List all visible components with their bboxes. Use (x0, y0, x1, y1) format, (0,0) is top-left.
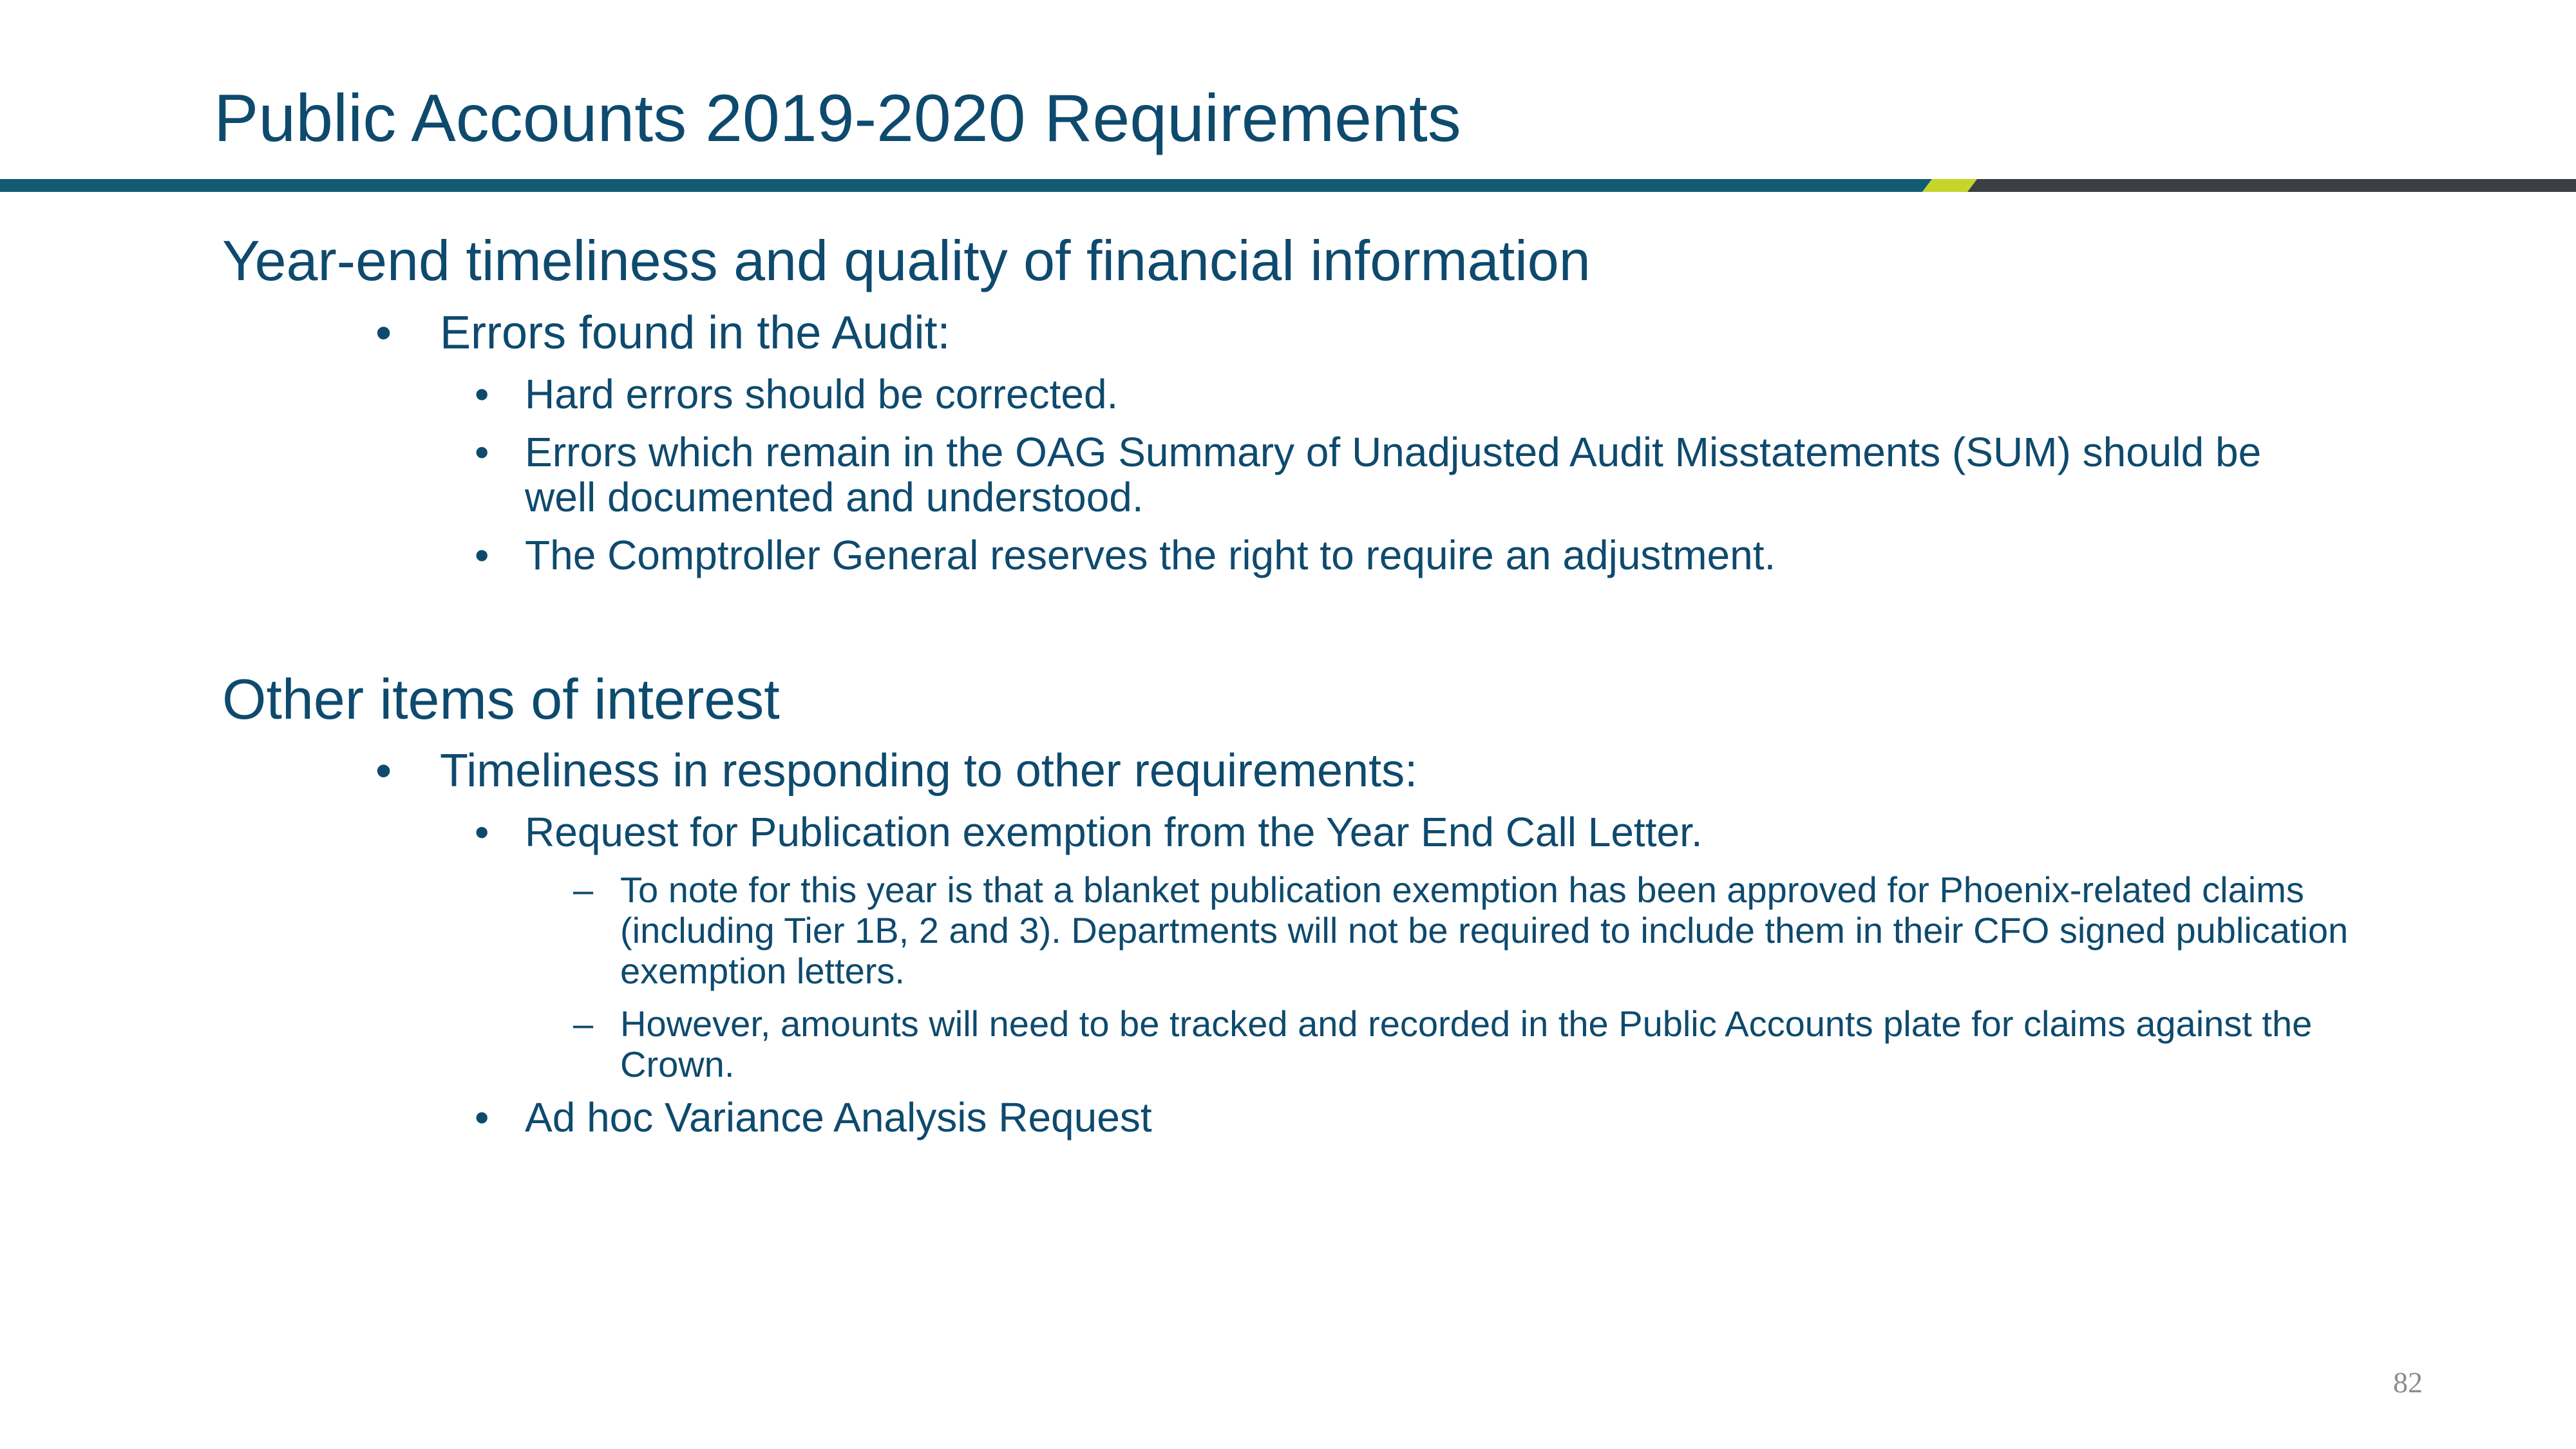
bullet-text: Errors which remain in the OAG Summary of Unadjusted Audit Misstatements (SUM) should be well documented and understood. (525, 429, 2262, 520)
sub-bullet-publication-exemption (475, 810, 2342, 855)
bullet-marker: • (475, 1094, 489, 1141)
bullet-text: The Comptroller General reserves the right to require an adjustment. (525, 532, 1776, 578)
bullet-marker: • (475, 809, 489, 855)
slide-title: Public Accounts 2019-2020 Requirements (214, 81, 1461, 156)
bullet-marker: • (475, 371, 489, 417)
header-bar-teal (0, 179, 1932, 192)
sub-bullet-errors-remain (475, 430, 2342, 520)
section-heading-year-end: Year-end timeliness and quality of financial information (222, 229, 1591, 292)
sub-bullet-variance-analysis (475, 1095, 2342, 1140)
dash-marker: – (573, 869, 594, 910)
dash-item-text: However, amounts will need to be tracked and recorded in the Public Accounts plate for claims against the Crown. (620, 1003, 2313, 1084)
bullet-marker: • (475, 429, 489, 475)
dash-item-blanket-exemption (573, 869, 2376, 991)
sub-bullet-comptroller (475, 533, 2342, 578)
bullet-text: Ad hoc Variance Analysis Request (525, 1094, 1152, 1141)
dash-marker: – (573, 1003, 594, 1044)
bullet-text: Timeliness in responding to other requirements: (440, 745, 1418, 797)
page-number: 82 (2393, 1366, 2423, 1399)
bullet-marker: • (475, 532, 489, 578)
bullet-text: Errors found in the Audit: (440, 307, 951, 359)
bullet-marker: • (375, 745, 392, 797)
dash-item-text: To note for this year is that a blanket publication exemption has been approved for Phoenix-related claims (including Tier 1B, 2 and 3). Departments will not be required to include them in their CFO signed publication exemption letters. (620, 869, 2349, 991)
section-heading-other-items: Other items of interest (222, 667, 780, 731)
header-bar-dark (1967, 179, 2576, 192)
bullet-text: Hard errors should be corrected. (525, 371, 1119, 417)
dash-item-amounts-tracked (573, 1003, 2376, 1084)
header-divider-bar (0, 179, 2576, 192)
bullet-marker: • (375, 307, 392, 359)
bullet-text: Request for Publication exemption from the Year End Call Letter. (525, 809, 1703, 855)
sub-bullet-hard-errors (475, 372, 2342, 417)
